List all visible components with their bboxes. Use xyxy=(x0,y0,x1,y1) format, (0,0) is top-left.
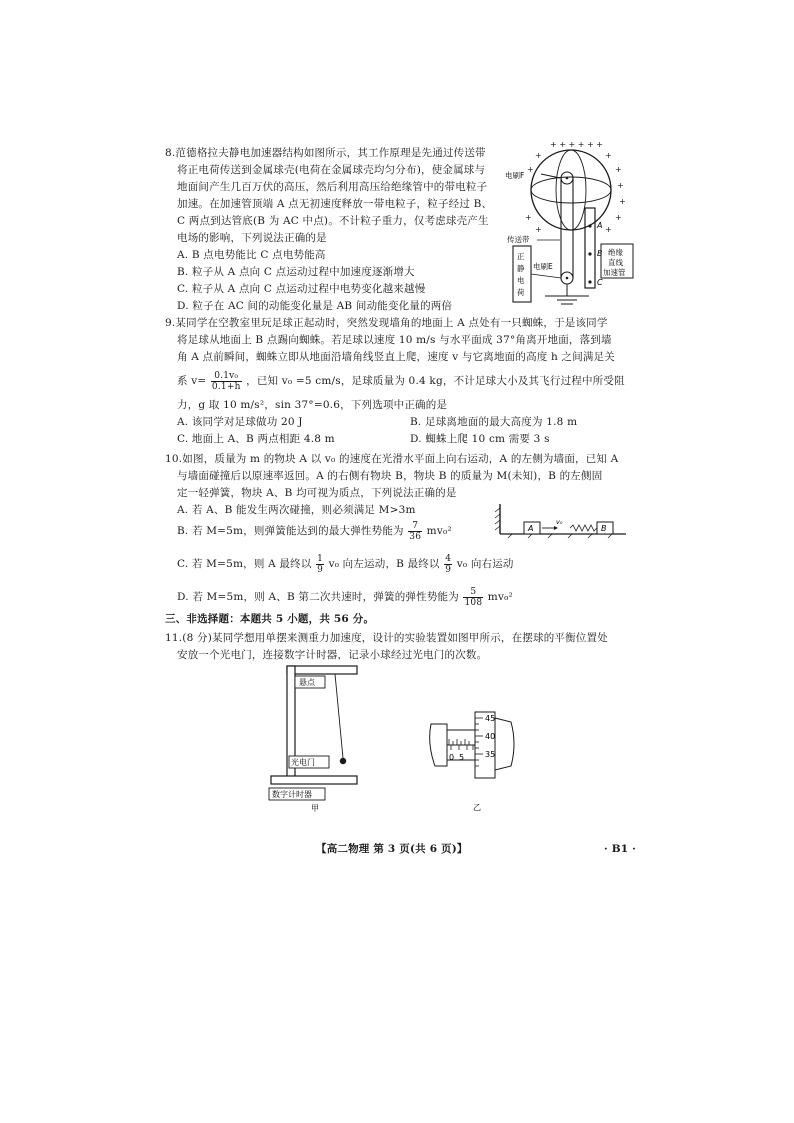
footer-page-info: 【高二物理 第 3 页(共 6 页)】 xyxy=(316,843,468,855)
frame-top xyxy=(287,666,357,674)
q10-optc-post: v₀ 向右运动 xyxy=(456,558,514,570)
tube-label xyxy=(603,247,626,277)
q10-optb-den: 36 xyxy=(409,531,422,542)
q8-option-d: D. 粒子在 AC 间的动能变化量是 AB 间动能变化量的两倍 xyxy=(177,300,453,312)
q10-optb-post: mv₀² xyxy=(426,525,452,537)
q9-option-a: A. 该同学对足球做功 20 J xyxy=(177,416,303,428)
block-a-label: A xyxy=(528,524,534,533)
thimble-label-35: 35 xyxy=(485,750,496,759)
q10-line2: 与墙面碰撞后以原速率返回。A 的右侧有物块 B，物块 B 的质量为 M(未知)，B 的左侧固 xyxy=(177,470,603,482)
section-3-heading: 三、非选择题：本题共 5 小题，共 56 分。 xyxy=(165,613,375,625)
metal-sphere xyxy=(531,150,611,230)
q9-line4 xyxy=(177,370,625,392)
block-b-label: B xyxy=(601,524,607,533)
q10-optd-pre: D. 若 M=5m，则 A、B 第二次共速时，弹簧的弹性势能为 xyxy=(177,591,459,603)
q10-optc-num1: 1 xyxy=(317,553,324,564)
tube-label-3: 加速管 xyxy=(603,268,626,277)
svg-text:+: + xyxy=(535,151,542,160)
q10-option-b xyxy=(177,520,452,542)
velocity-label: v₀ xyxy=(556,518,563,526)
q9-line5: 力，g 取 10 m/s²，sin 37°=0.6，下列选项中正确的是 xyxy=(177,399,448,411)
q10-optb-frac xyxy=(408,521,422,542)
q10-optd-post: mv₀² xyxy=(487,591,513,603)
sleeve-label-0: 0 xyxy=(449,753,455,762)
q10-optc-den2: 9 xyxy=(445,564,452,575)
q10-optc-pre: C. 若 M=5m，则 A 最终以 xyxy=(177,558,312,570)
q8-line1: 8.范德格拉夫静电加速器结构如图所示，其工作原理是先通过传送带 xyxy=(165,147,486,159)
micrometer-ratchet xyxy=(495,718,514,770)
svg-text:+ + + + + +: + + + + + + xyxy=(550,140,603,149)
q10-optc-num2: 4 xyxy=(445,553,452,564)
point-a-label: A xyxy=(597,221,603,230)
micrometer-figure xyxy=(425,704,535,816)
q8-option-a: A. B 点电势能比 C 点电势能高 xyxy=(177,249,326,261)
q10-optc-den1: 9 xyxy=(317,564,324,575)
source-char-2: 静 xyxy=(517,264,525,273)
q10-optd-den: 108 xyxy=(464,597,483,608)
q9-line1: 9.某同学在空教室里玩足球正起动时，突然发现墙角的地面上 A 点处有一只蜘蛛，于是该同学 xyxy=(165,317,608,329)
figure-yi-caption: 乙 xyxy=(473,803,481,812)
micrometer-frame xyxy=(430,724,447,766)
q10-line3: 定一轻弹簧，物块 A、B 均可视为质点，下列说法正确的是 xyxy=(177,487,457,499)
brush-f-label: 电刷F xyxy=(505,171,525,180)
q10-optc-frac2 xyxy=(444,554,452,575)
q11-line2: 安放一个光电门，连接数字计时器，记录小球经过光电门的次数。 xyxy=(177,649,488,661)
q10-option-d xyxy=(177,586,513,608)
sphere-equator xyxy=(531,177,611,203)
point-c-label: C xyxy=(597,278,603,287)
q10-optd-frac xyxy=(463,587,483,608)
q9-frac-den: 0.1+h xyxy=(211,381,241,392)
svg-text:+: + xyxy=(535,225,542,234)
svg-text:+: + xyxy=(605,151,612,160)
tube-label-2: 直线 xyxy=(608,258,623,267)
thimble-label-40: 40 xyxy=(485,732,496,741)
source-label xyxy=(517,252,527,297)
pendulum-bob xyxy=(340,758,346,764)
source-char-3: 电 xyxy=(517,276,525,285)
q9-option-d: D. 蜘蛛上爬 10 cm 需要 3 s xyxy=(410,433,550,445)
q10-optb-pre: B. 若 M=5m，则弹簧能达到的最大弹性势能为 xyxy=(177,525,404,537)
q10-optc-mid: v₀ 向左运动，B 最终以 xyxy=(328,558,440,570)
svg-text:+: + xyxy=(525,213,532,222)
q10-option-c xyxy=(177,553,514,575)
q9-option-b: B. 足球离地面的最大高度为 1.8 m xyxy=(410,416,578,428)
q10-optc-frac1 xyxy=(316,554,324,575)
q8-line4: 加速。在加速管顶端 A 点无初速度释放一带电粒子，粒子经过 B、 xyxy=(177,198,493,210)
q8-option-c: C. 粒子从 A 点向 C 点运动过程中电势变化越来越慢 xyxy=(177,283,426,295)
svg-text:+: + xyxy=(617,181,624,190)
accelerator-tube xyxy=(585,208,595,288)
tube-label-1: 绝缘 xyxy=(608,248,623,257)
sleeve-label-5: 5 xyxy=(459,753,465,762)
q8-line2: 将正电荷传送到金属球壳(电荷在金属球壳均匀分布)，使金属球与 xyxy=(177,164,486,176)
q9-line2: 将足球从地面上 B 点踢向蜘蛛。若足球以速度 10 m/s 与水平面成 37°角离开地面，落到墙 xyxy=(177,334,612,346)
svg-text:+: + xyxy=(619,197,626,206)
q8-line3: 地面间产生几百万伏的高压，然后利用高压给绝缘管中的带电粒子 xyxy=(177,181,488,193)
q10-optd-num: 5 xyxy=(463,587,483,598)
q9-line3: 角 A 点前瞬间，蜘蛛立即从地面沿墙角线竖直上爬，速度 v 与它离地面的高度 h 之间满足关 xyxy=(177,351,616,363)
blocks-spring-figure xyxy=(492,500,628,540)
point-b-label: B xyxy=(597,249,603,258)
q11-line1: 11.(8 分)某同学想用单摆来测重力加速度，设计的实验装置如图甲所示，在摆球的平衡位置处 xyxy=(165,632,608,644)
source-char-1: 正 xyxy=(517,252,525,261)
q9-option-c: C. 地面上 A、B 两点相距 4.8 m xyxy=(177,433,335,445)
q9-line4-post: ，已知 v₀ =5 cm/s，足球质量为 0.4 kg，不计足球大小及其飞行过程中所受阻 xyxy=(246,375,625,387)
q10-optb-num: 7 xyxy=(408,521,422,532)
brush-e-label: 电刷E xyxy=(533,262,553,271)
svg-text:+: + xyxy=(615,213,622,222)
svg-text:+: + xyxy=(527,165,534,174)
q9-line4-pre: 系 v= xyxy=(177,375,207,387)
pendulum-figure xyxy=(265,664,365,814)
q10-option-a: A. 若 A、B 能发生两次碰撞，则必须满足 M>3m xyxy=(177,504,416,516)
svg-text:+: + xyxy=(615,165,622,174)
q9-fraction xyxy=(211,371,242,392)
frame-base xyxy=(271,776,357,784)
q9-frac-num: 0.1v₀ xyxy=(211,371,242,382)
figure-jia-caption: 甲 xyxy=(311,804,319,813)
svg-text:+: + xyxy=(605,225,612,234)
q10-line1: 10.如图，质量为 m 的物块 A 以 v₀ 的速度在光滑水平面上向右运动，A 的左侧为墙面，已知 A xyxy=(165,453,619,465)
pivot-label: 悬点 xyxy=(299,678,315,687)
van-de-graaff-figure xyxy=(505,138,635,318)
footer-code: · B1 · xyxy=(604,843,637,855)
thimble-label-45: 45 xyxy=(485,714,496,723)
q8-option-b: B. 粒子从 A 点向 C 点运动过程中加速度逐渐增大 xyxy=(177,266,415,278)
belt-label: 传送带 xyxy=(507,235,530,244)
q8-line6: 电场的影响，下列说法正确的是 xyxy=(177,232,327,244)
spring xyxy=(570,525,597,531)
timer-label: 数字计时器 xyxy=(272,790,312,799)
photogate-label: 光电门 xyxy=(291,758,315,767)
source-char-4: 荷 xyxy=(517,288,525,297)
q8-line5: C 两点到达管底(B 为 AC 中点)。不计粒子重力，仅考虑球壳产生 xyxy=(177,215,489,227)
pendulum-string xyxy=(335,674,343,758)
